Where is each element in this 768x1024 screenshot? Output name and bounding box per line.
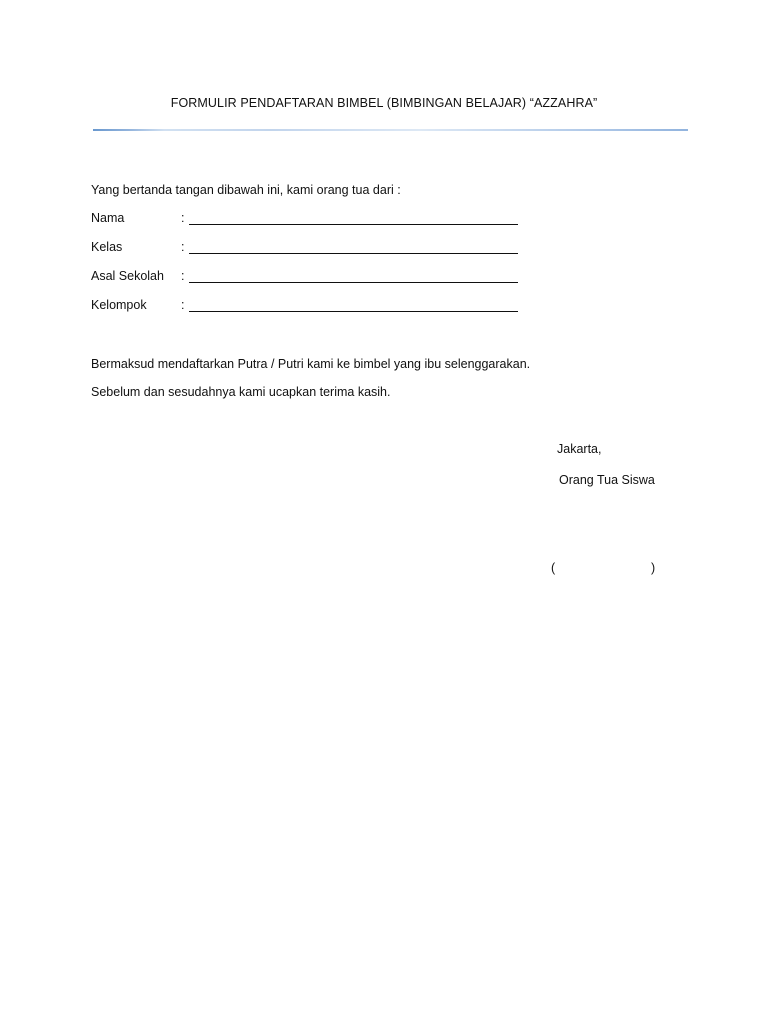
title-divider [93,129,688,131]
field-label-kelompok: Kelompok [91,298,147,312]
intro-text: Yang bertanda tangan dibawah ini, kami orang tua dari : [91,183,401,197]
field-label-asal-sekolah: Asal Sekolah [91,269,164,283]
field-separator: : [181,240,185,254]
field-separator: : [181,211,185,225]
field-label-nama: Nama [91,211,125,225]
paragraph-thanks: Sebelum dan sesudahnya kami ucapkan terima kasih. [91,385,391,399]
signature-paren-open: ( [551,561,556,575]
blank-line-asal-sekolah[interactable] [189,282,518,283]
blank-line-nama[interactable] [189,224,518,225]
blank-line-kelas[interactable] [189,253,518,254]
signature-signer-title: Orang Tua Siswa [559,473,655,487]
form-title: FORMULIR PENDAFTARAN BIMBEL (BIMBINGAN BELAJAR) “AZZAHRA” [170,96,598,110]
field-separator: : [181,269,185,283]
signature-city: Jakarta, [557,442,602,456]
field-separator: : [181,298,185,312]
field-label-kelas: Kelas [91,240,123,254]
signature-paren-close: ) [651,561,656,575]
paragraph-registration: Bermaksud mendaftarkan Putra / Putri kami ke bimbel yang ibu selenggarakan. [91,357,531,371]
blank-line-kelompok[interactable] [189,311,518,312]
